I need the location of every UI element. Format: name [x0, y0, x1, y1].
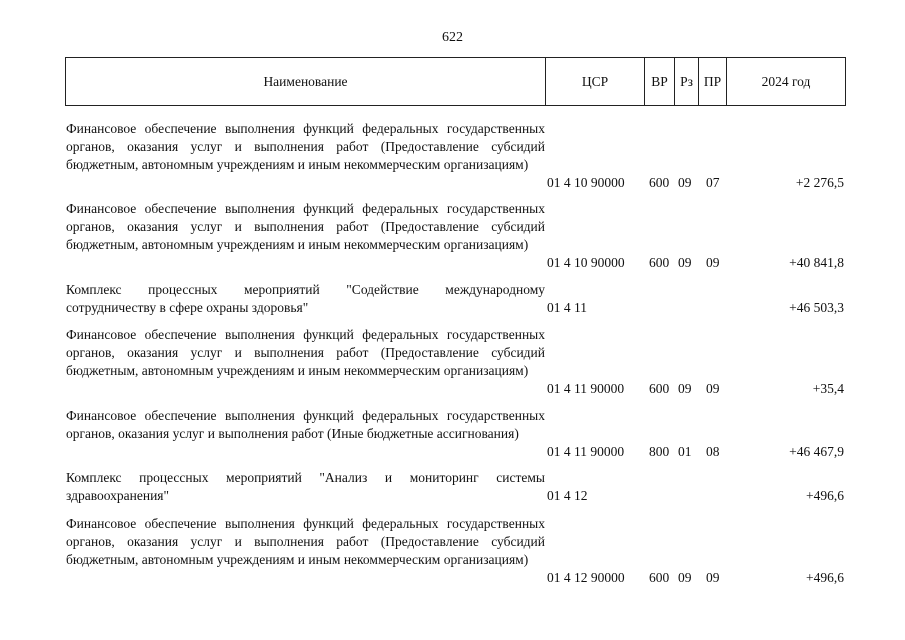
row-csr: 01 4 12 90000 [547, 570, 625, 585]
row-name: Комплекс процессных мероприятий "Анализ и мониторинг системы здравоохранения" [66, 470, 545, 503]
row-amount: +46 467,9 [789, 444, 844, 459]
header-pr: ПР [699, 58, 727, 105]
row-rz: 09 [678, 255, 692, 270]
row-pr: 09 [706, 570, 720, 585]
header-year: 2024 год [761, 73, 811, 89]
table-row [65, 469, 846, 505]
row-amount: +496,6 [806, 570, 844, 585]
row-csr: 01 4 11 [547, 300, 587, 315]
row-csr: 01 4 11 90000 [547, 444, 625, 459]
row-vr: 600 [649, 570, 670, 585]
row-vr: 600 [649, 381, 670, 396]
row-name: Финансовое обеспечение выполнения функций федеральных государственных органов, оказания услуг и выполнения работ (Предоставление субсидий бюджетным, автономным учреждениям и иным некоммерческим организациям) [66, 327, 545, 378]
table-row [65, 326, 846, 398]
header-vr: ВР [645, 58, 675, 105]
row-pr: 08 [706, 444, 720, 459]
row-rz: 09 [678, 175, 692, 190]
header-name: Наименование [66, 58, 546, 105]
header-rz: Рз [675, 58, 699, 105]
row-rz: 09 [678, 570, 692, 585]
page-number: 622 [442, 30, 463, 45]
row-amount: +46 503,3 [789, 300, 844, 315]
row-amount: +496,6 [806, 488, 844, 503]
row-amount: +2 276,5 [795, 175, 844, 190]
table-row [65, 407, 846, 461]
row-vr: 800 [649, 444, 670, 459]
row-vr: 600 [649, 255, 670, 270]
table-header [65, 57, 846, 106]
row-csr: 01 4 12 [547, 488, 588, 503]
row-name: Финансовое обеспечение выполнения функций федеральных государственных органов, оказания услуг и выполнения работ (Иные бюджетные ассигнования) [66, 408, 545, 441]
row-name: Комплекс процессных мероприятий "Содействие международному сотрудничеству в сфере охраны здоровья" [66, 282, 545, 315]
row-name: Финансовое обеспечение выполнения функций федеральных государственных органов, оказания услуг и выполнения работ (Предоставление субсидий бюджетным, автономным учреждениям и иным некоммерческим организациям) [66, 516, 545, 567]
row-amount: +35,4 [812, 381, 844, 396]
row-vr: 600 [649, 175, 670, 190]
row-amount: +40 841,8 [789, 255, 844, 270]
row-csr: 01 4 11 90000 [547, 381, 625, 396]
row-rz: 09 [678, 381, 692, 396]
table-row [65, 281, 846, 317]
row-csr: 01 4 10 90000 [547, 175, 625, 190]
row-name: Финансовое обеспечение выполнения функций федеральных государственных органов, оказания услуг и выполнения работ (Предоставление субсидий бюджетным, автономным учреждениям и иным некоммерческим организациям) [66, 201, 545, 252]
row-name: Финансовое обеспечение выполнения функций федеральных государственных органов, оказания услуг и выполнения работ (Предоставление субсидий бюджетным, автономным учреждениям и иным некоммерческим организациям) [66, 121, 545, 172]
row-csr: 01 4 10 90000 [547, 255, 625, 270]
row-pr: 07 [706, 175, 720, 190]
table-row [65, 120, 846, 192]
table-row [65, 515, 846, 587]
row-pr: 09 [706, 255, 720, 270]
header-csr: ЦСР [546, 58, 645, 105]
row-pr: 09 [706, 381, 720, 396]
row-rz: 01 [678, 444, 692, 459]
table-row [65, 200, 846, 272]
